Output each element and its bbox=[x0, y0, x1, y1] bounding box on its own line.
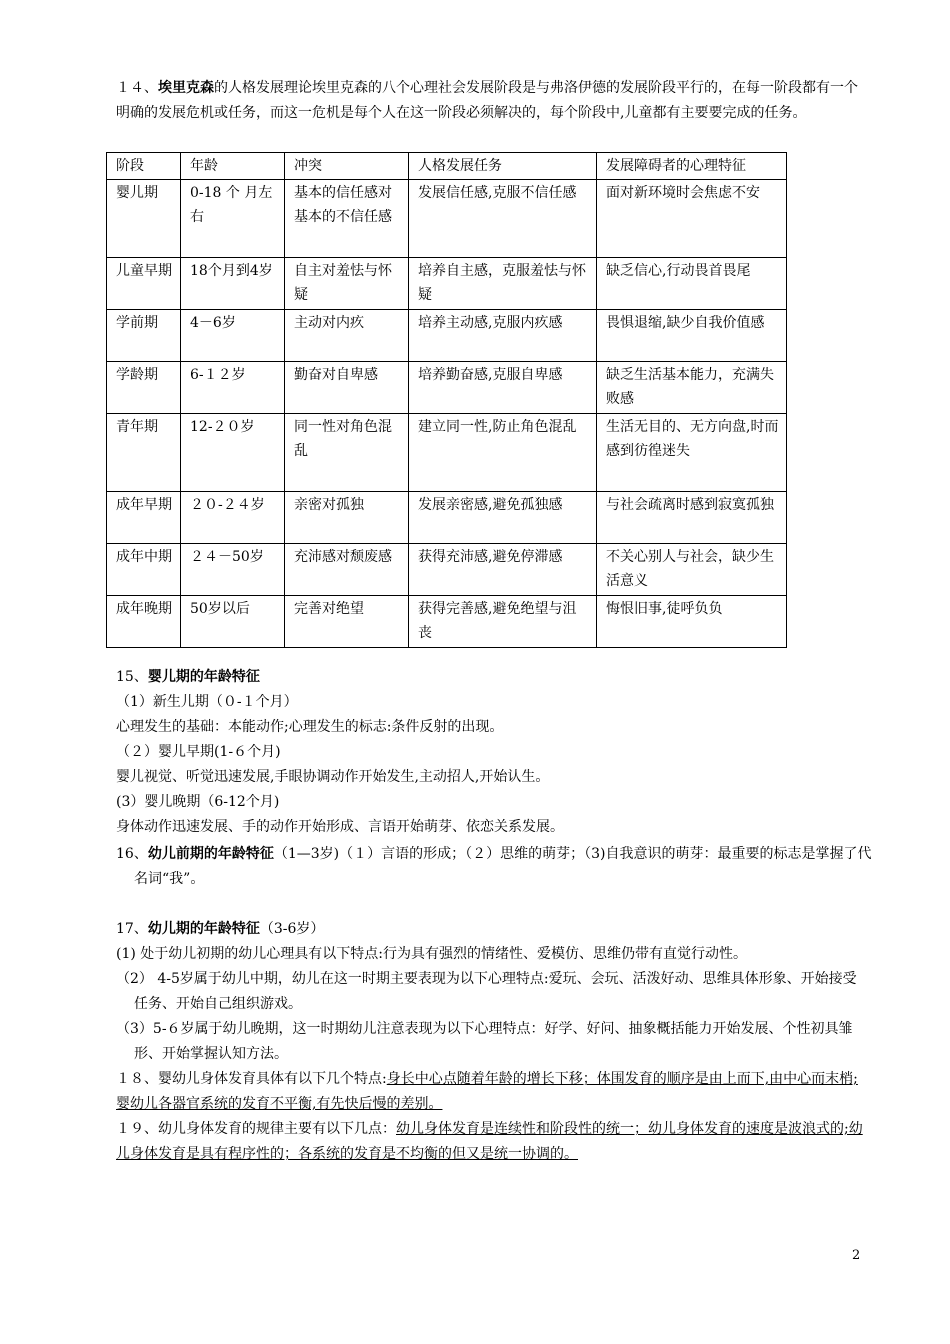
cell-conflict: 亲密对孤独 bbox=[285, 492, 409, 544]
cell-age: 0-18 个 月左右 bbox=[181, 180, 285, 258]
cell-symptoms: 畏惧退缩,缺少自我价值感 bbox=[597, 310, 787, 362]
cell-stage: 成年早期 bbox=[107, 492, 181, 544]
cell-conflict: 完善对绝望 bbox=[285, 596, 409, 648]
late-infancy-text: 身体动作迅速发展、手的动作开始形成、言语开始萌芽、依恋关系发展。 bbox=[116, 819, 564, 835]
cell-task: 培养自主感，克服羞怯与怀疑 bbox=[409, 258, 597, 310]
section-15-number: 15、 bbox=[116, 669, 148, 685]
section-18-intro: １８、婴幼儿身体发育具体有以下几个特点: bbox=[116, 1071, 387, 1087]
cell-task: 发展亲密感,避免孤独感 bbox=[409, 492, 597, 544]
cell-task: 建立同一性,防止角色混乱 bbox=[409, 414, 597, 492]
cell-stage: 学前期 bbox=[107, 310, 181, 362]
section-17-title: 幼儿期的年龄特征 bbox=[147, 921, 260, 937]
section-14-keyword: 埃里克森 bbox=[158, 80, 214, 96]
cell-stage: 成年中期 bbox=[107, 544, 181, 596]
table-row bbox=[107, 258, 787, 310]
table-row bbox=[107, 310, 787, 362]
cell-task: 获得完善感,避免绝望与沮丧 bbox=[409, 596, 597, 648]
table-row bbox=[107, 492, 787, 544]
section-14-text: 的人格发展理论埃里克森的八个心理社会发展阶段是与弗洛伊德的发展阶段平行的，在每一阶段都有一个明确的发展危机或任务，而这一危机是每个人在这一阶段必须解决的，每个阶段中,儿童都有主要要完成的任务。 bbox=[116, 80, 858, 121]
cell-conflict: 主动对内疚 bbox=[285, 310, 409, 362]
section-16-number: 16、 bbox=[116, 846, 148, 862]
section-19 bbox=[116, 1117, 866, 1167]
header-age: 年龄 bbox=[181, 153, 285, 180]
header-symptoms: 发展障碍者的心理特征 bbox=[597, 153, 787, 180]
cell-stage: 婴儿期 bbox=[107, 180, 181, 258]
section-18 bbox=[116, 1067, 866, 1117]
section-17-item-2: （2） 4-5岁属于幼儿中期，幼儿在这一时期主要表现为以下心理特点:爱玩、会玩、活泼好动、思维具体形象、开始接受任务、开始自己组织游戏。 bbox=[116, 971, 857, 1012]
cell-conflict: 勤奋对自卑感 bbox=[285, 362, 409, 414]
cell-symptoms: 缺乏生活基本能力，充满失败感 bbox=[597, 362, 787, 414]
section-15-heading bbox=[116, 665, 866, 690]
cell-stage: 学龄期 bbox=[107, 362, 181, 414]
cell-task: 获得充沛感,避免停滞感 bbox=[409, 544, 597, 596]
table-row bbox=[107, 544, 787, 596]
cell-task: 发展信任感,克服不信任感 bbox=[409, 180, 597, 258]
cell-conflict: 自主对羞怯与怀疑 bbox=[285, 258, 409, 310]
section-17-age: （3-6岁） bbox=[259, 921, 325, 937]
section-17-number: 17、 bbox=[116, 921, 148, 937]
table-row bbox=[107, 414, 787, 492]
newborn-text: 心理发生的基础：本能动作;心理发生的标志:条件反射的出现。 bbox=[116, 719, 504, 735]
section-19-underlined: 幼儿身体发育是连续性和阶段性的统一；幼儿身体发育的速度是波浪式的;幼儿身体发育是具有程序性的；各系统的发育是不均衡的但又是统一协调的。 bbox=[116, 1121, 863, 1162]
header-conflict: 冲突 bbox=[285, 153, 409, 180]
cell-age: 18个月到4岁 bbox=[181, 258, 285, 310]
section-16 bbox=[116, 842, 884, 892]
cell-age: 6-１２岁 bbox=[181, 362, 285, 414]
cell-symptoms: 缺乏信心,行动畏首畏尾 bbox=[597, 258, 787, 310]
page-number: 2 bbox=[852, 1248, 861, 1263]
section-15-title: 婴儿期的年龄特征 bbox=[147, 669, 260, 685]
cell-stage: 成年晚期 bbox=[107, 596, 181, 648]
cell-age: 4－6岁 bbox=[181, 310, 285, 362]
late-infancy-heading: (3）婴儿晚期（6-12个月) bbox=[116, 794, 280, 810]
section-14-number: １４、 bbox=[116, 80, 158, 96]
section-18-underlined: 身长中心点随着年龄的增长下移；体围发育的顺序是由上而下,由中心而末梢;婴幼儿各器官系统的发育不平衡,有先快后慢的差别。 bbox=[116, 1071, 858, 1112]
early-infancy-text: 婴儿视觉、听觉迅速发展,手眼协调动作开始发生,主动招人,开始认生。 bbox=[116, 769, 550, 785]
header-task: 人格发展任务 bbox=[409, 153, 597, 180]
section-17 bbox=[116, 917, 866, 1067]
cell-task: 培养主动感,克服内疚感 bbox=[409, 310, 597, 362]
table-header-row bbox=[107, 153, 787, 180]
cell-age: 12-２０岁 bbox=[181, 414, 285, 492]
cell-stage: 青年期 bbox=[107, 414, 181, 492]
section-19-intro: １９、幼儿身体发育的规律主要有以下几点： bbox=[116, 1121, 396, 1137]
cell-conflict: 基本的信任感对基本的不信任感 bbox=[285, 180, 409, 258]
section-16-text: （1—3岁)（１）言语的形成；（２）思维的萌芽；（3)自我意识的萌芽：最重要的标志是掌握了代名词“我”。 bbox=[134, 846, 872, 887]
cell-stage: 儿童早期 bbox=[107, 258, 181, 310]
cell-age: ２４－50岁 bbox=[181, 544, 285, 596]
section-14 bbox=[116, 76, 866, 126]
table-row bbox=[107, 362, 787, 414]
section-17-heading bbox=[116, 917, 866, 942]
cell-symptoms: 不关心别人与社会，缺少生活意义 bbox=[597, 544, 787, 596]
section-17-item-1: (1) 处于幼儿初期的幼儿心理具有以下特点:行为具有强烈的情绪性、爱模仿、思维仍带有直觉行动性。 bbox=[116, 946, 747, 962]
cell-symptoms: 生活无目的、无方向盘,时而感到彷徨迷失 bbox=[597, 414, 787, 492]
table-row bbox=[107, 596, 787, 648]
cell-task: 培养勤奋感,克服自卑感 bbox=[409, 362, 597, 414]
cell-conflict: 同一性对角色混乱 bbox=[285, 414, 409, 492]
section-15 bbox=[116, 665, 866, 840]
table-row bbox=[107, 180, 787, 258]
header-stage: 阶段 bbox=[107, 153, 181, 180]
cell-age: ２０-２４岁 bbox=[181, 492, 285, 544]
section-16-title: 幼儿前期的年龄特征 bbox=[147, 846, 274, 862]
section-17-item-3: （3）5-６岁属于幼儿晚期，这一时期幼儿注意表现为以下心理特点：好学、好问、抽象概括能力开始发展、个性初具雏形、开始掌握认知方法。 bbox=[116, 1021, 853, 1062]
newborn-heading: （1）新生儿期（０-１个月） bbox=[116, 694, 298, 710]
early-infancy-heading: （２）婴儿早期(1-６个月) bbox=[116, 744, 281, 760]
cell-symptoms: 悔恨旧事,徒呼负负 bbox=[597, 596, 787, 648]
cell-conflict: 充沛感对颓废感 bbox=[285, 544, 409, 596]
cell-symptoms: 面对新环境时会焦虑不安 bbox=[597, 180, 787, 258]
cell-age: 50岁以后 bbox=[181, 596, 285, 648]
erikson-stages-table bbox=[106, 152, 787, 648]
cell-symptoms: 与社会疏离时感到寂寞孤独 bbox=[597, 492, 787, 544]
